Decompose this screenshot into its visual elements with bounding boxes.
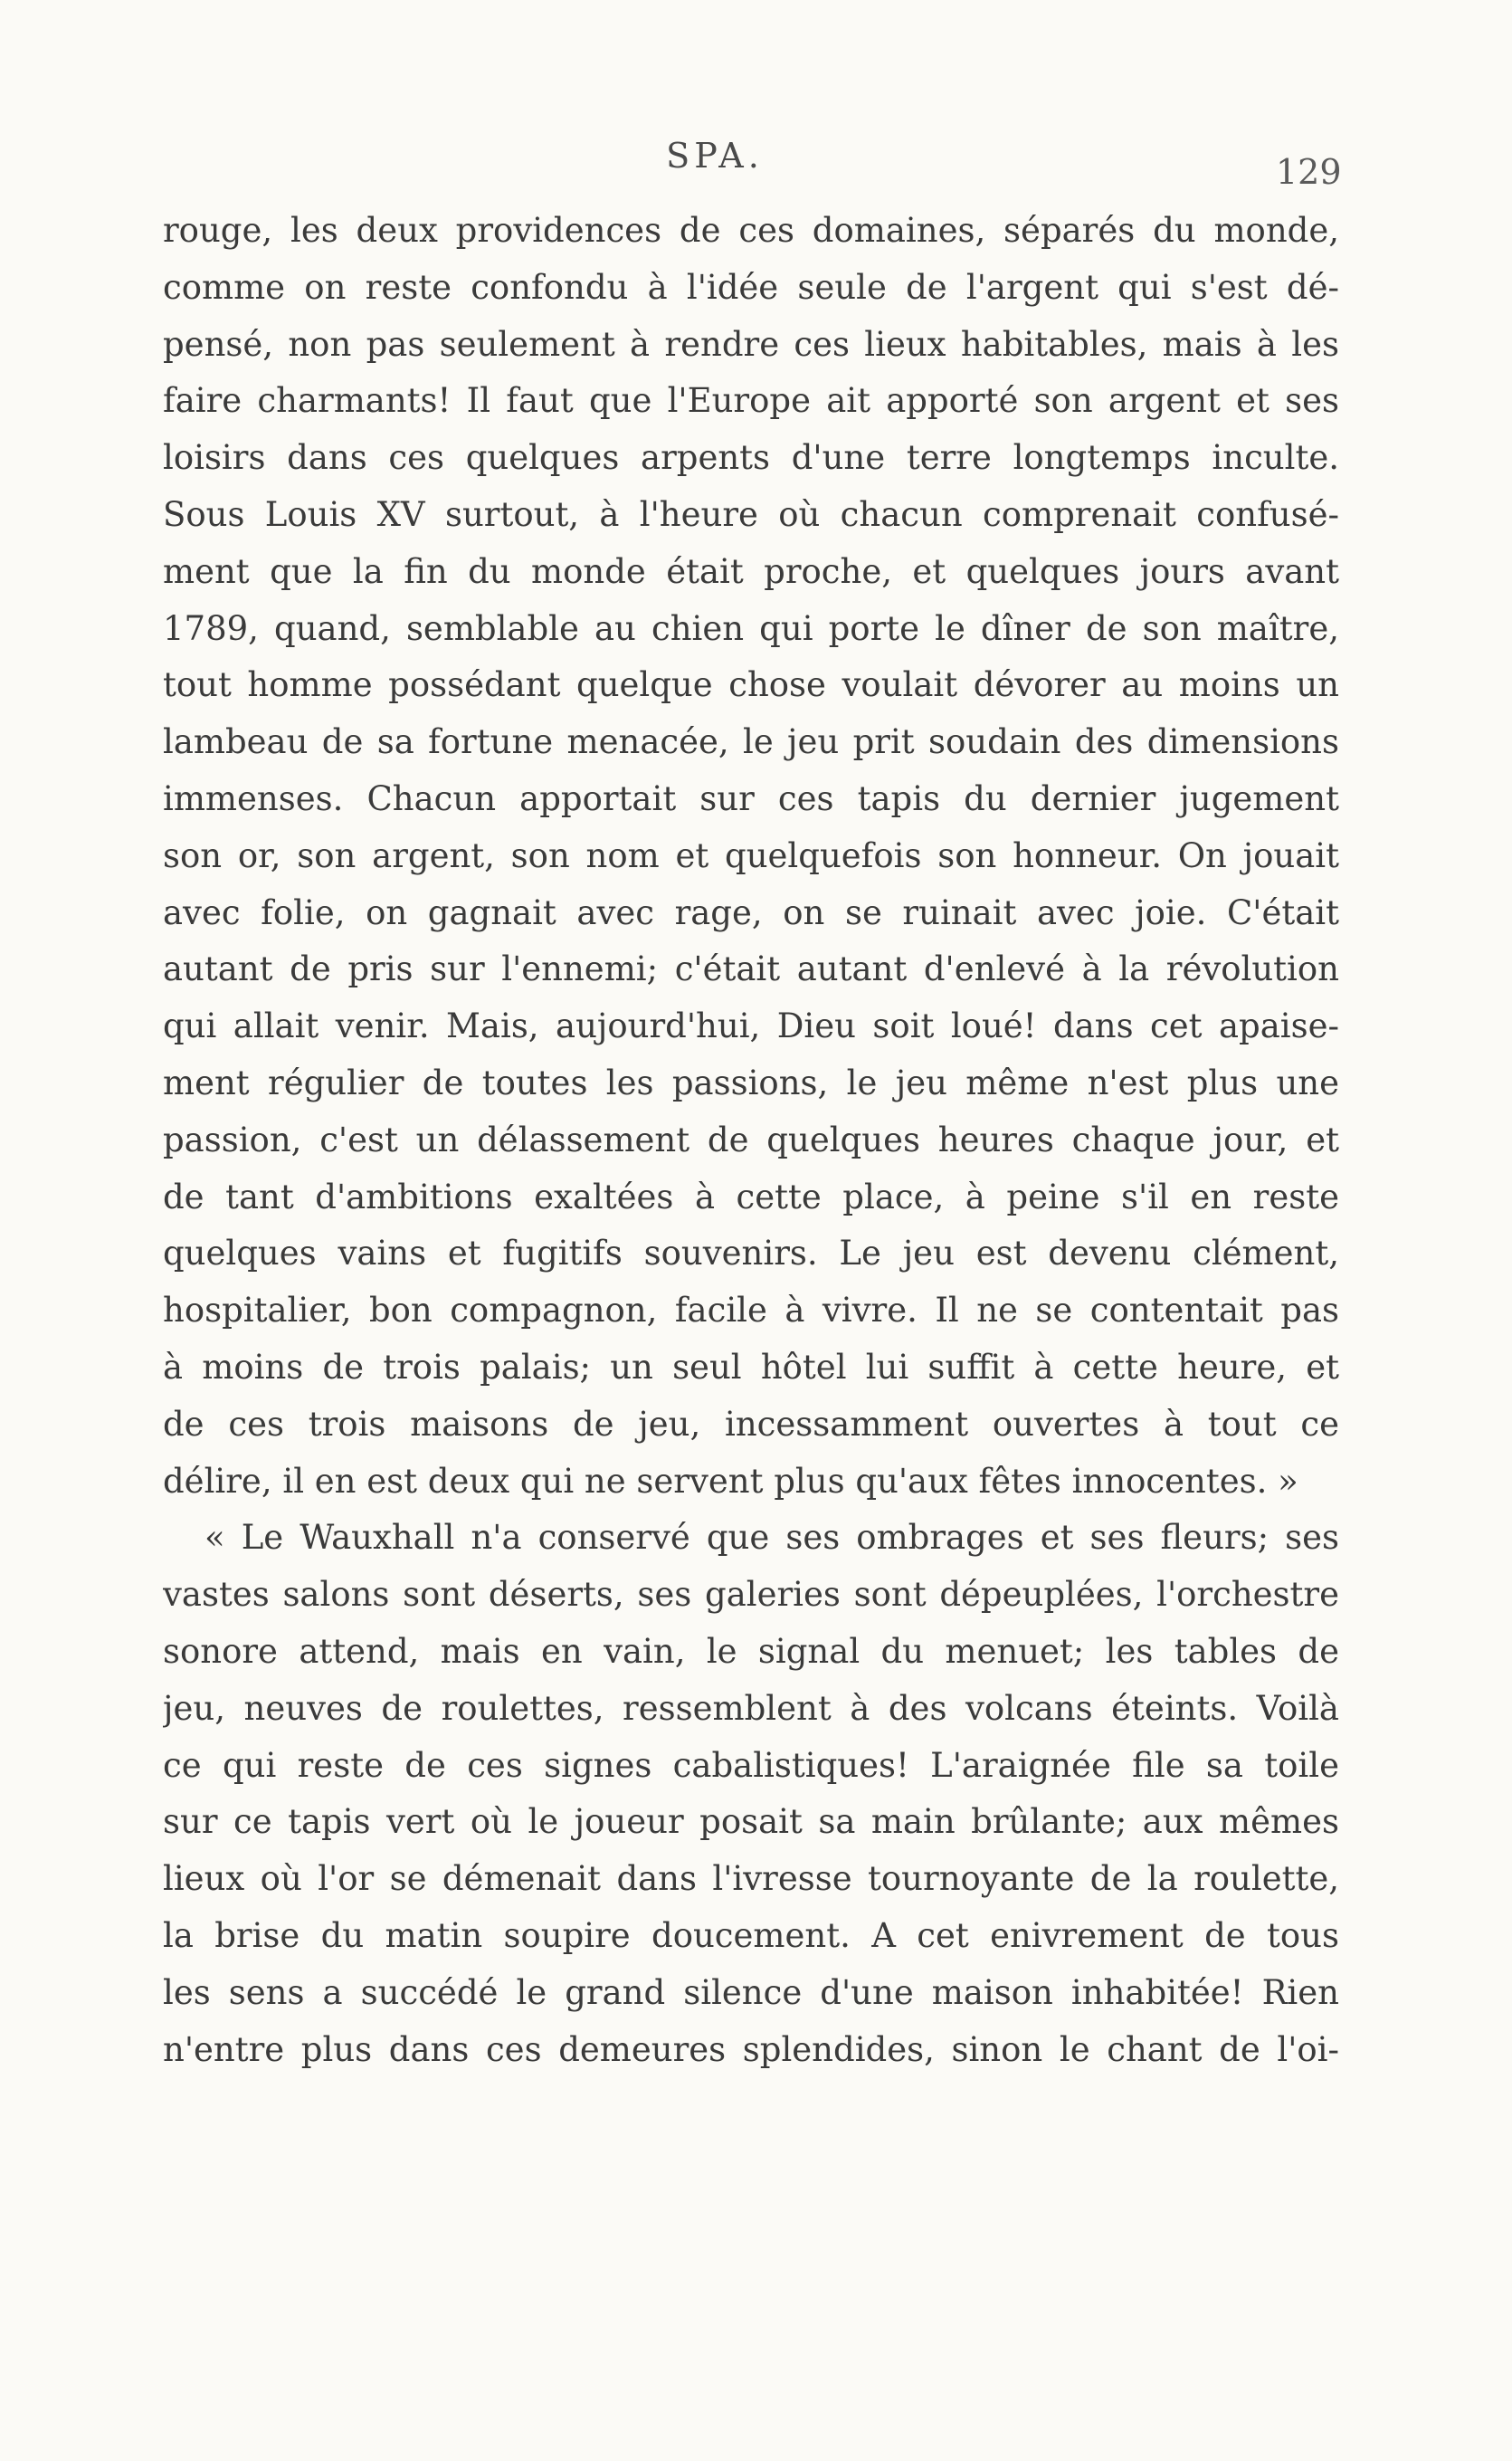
text-line: ment que la fin du monde était proche, et quelques jours avant xyxy=(163,551,1339,591)
text-line: loisirs dans ces quelques arpents d'une terre longtemps inculte. xyxy=(163,438,1339,478)
text-line: lambeau de sa fortune menacée, le jeu prit soudain des dimensions xyxy=(163,722,1339,762)
text-line: à moins de trois palais; un seul hôtel lui suffit à cette heure, et xyxy=(163,1347,1339,1387)
text-line: passion, c'est un délassement de quelques heures chaque jour, et xyxy=(163,1120,1339,1159)
text-line: rouge, les deux providences de ces domaines, séparés du monde, xyxy=(163,211,1339,250)
text-line: faire charmants! Il faut que l'Europe ait apporté son argent et ses xyxy=(163,381,1339,421)
text-line: jeu, neuves de roulettes, ressemblent à des volcans éteints. Voilà xyxy=(163,1688,1339,1728)
text-line: sonore attend, mais en vain, le signal du menuet; les tables de xyxy=(163,1631,1339,1671)
text-line: Sous Louis XV surtout, à l'heure où chacun comprenait confusé- xyxy=(163,494,1339,534)
text-line: comme on reste confondu à l'idée seule de l'argent qui s'est dé- xyxy=(163,267,1339,307)
text-line: ce qui reste de ces signes cabalistiques! L'araignée file sa toile xyxy=(163,1745,1339,1785)
text-line: la brise du matin soupire doucement. A cet enivrement de tous xyxy=(163,1915,1339,1955)
text-line: qui allait venir. Mais, aujourd'hui, Dieu soit loué! dans cet apaise- xyxy=(163,1006,1339,1046)
text-line: quelques vains et fugitifs souvenirs. Le jeu est devenu clément, xyxy=(163,1234,1339,1273)
text-line: n'entre plus dans ces demeures splendides, sinon le chant de l'oi- xyxy=(163,2029,1339,2069)
body-text xyxy=(163,203,1339,2078)
text-line: pensé, non pas seulement à rendre ces lieux habitables, mais à les xyxy=(163,324,1339,364)
text-line: avec folie, on gagnait avec rage, on se ruinait avec joie. C'était xyxy=(163,892,1339,932)
text-line: les sens a succédé le grand silence d'une maison inhabitée! Rien xyxy=(163,1972,1339,2012)
text-line: vastes salons sont déserts, ses galeries sont dépeuplées, l'orchestre xyxy=(163,1575,1339,1615)
text-line: autant de pris sur l'ennemi; c'était autant d'enlevé à la révolution xyxy=(163,949,1339,989)
text-line: ment régulier de toutes les passions, le jeu même n'est plus une xyxy=(163,1063,1339,1102)
text-line: son or, son argent, son nom et quelquefois son honneur. On jouait xyxy=(163,835,1339,875)
text-line: 1789, quand, semblable au chien qui porte le dîner de son maître, xyxy=(163,608,1339,648)
page-number: 129 xyxy=(1276,152,1342,192)
text-line: immenses. Chacun apportait sur ces tapis du dernier jugement xyxy=(163,778,1339,818)
text-line: hospitalier, bon compagnon, facile à vivre. Il ne se contentait pas xyxy=(163,1291,1339,1331)
paragraph-first-line: « Le Wauxhall n'a conservé que ses ombrages et ses fleurs; ses xyxy=(204,1518,1339,1558)
text-line: lieux où l'or se démenait dans l'ivresse tournoyante de la roulette, xyxy=(163,1859,1339,1899)
text-line: de tant d'ambitions exaltées à cette place, à peine s'il en reste xyxy=(163,1177,1339,1216)
text-line: de ces trois maisons de jeu, incessamment ouvertes à tout ce xyxy=(163,1404,1339,1444)
running-head: SPA. xyxy=(666,136,764,176)
text-line: sur ce tapis vert où le joueur posait sa main brûlante; aux mêmes xyxy=(163,1802,1339,1842)
text-line: tout homme possédant quelque chose voulait dévorer au moins un xyxy=(163,665,1339,705)
paragraph-last-line: délire, il en est deux qui ne servent plus qu'aux fêtes innocentes. » xyxy=(163,1461,1298,1501)
